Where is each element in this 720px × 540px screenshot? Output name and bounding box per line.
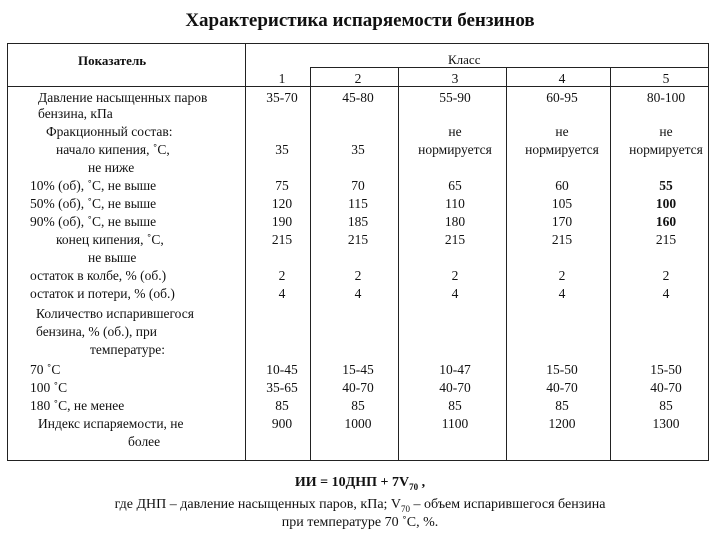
table-cell-class-2: 4: [354, 286, 362, 301]
table-cell-class-2: 2: [354, 268, 362, 283]
table-cell-class-2: 215: [347, 232, 369, 247]
table-cell-class-3: 2: [451, 268, 459, 283]
page-title: Характеристика испаряемости бензинов: [185, 10, 535, 31]
col-line-4: [506, 67, 507, 460]
table-cell-class-3: 40-70: [439, 380, 471, 395]
class-4-header: 4: [558, 71, 566, 86]
formula-note: [0, 497, 720, 514]
row-label: не ниже: [88, 160, 135, 175]
table-cell-class-5: не: [659, 124, 673, 139]
table-cell-class-5: 55: [659, 178, 673, 193]
table-cell-class-1: 75: [275, 178, 289, 193]
class-2-header: 2: [354, 71, 362, 86]
note-part-b: – объем испарившегося бензина: [410, 497, 606, 512]
table-cell-class-1: 85: [275, 398, 289, 413]
table-cell-class-2: 35: [351, 142, 365, 157]
indicator-header: Показатель: [78, 53, 147, 68]
row-label: 180 ˚С, не менее: [30, 398, 125, 413]
table-cell-class-5: 215: [655, 232, 677, 247]
col-line-3: [398, 67, 399, 460]
row-label: бензина, кПа: [38, 106, 113, 121]
table-cell-class-4: 170: [551, 214, 573, 229]
table-cell-class-1: 190: [271, 214, 293, 229]
row-label: более: [128, 434, 161, 449]
table-cell-class-1: 120: [271, 196, 293, 211]
table-cell-class-5: 15-50: [650, 362, 682, 377]
table-cell-class-5: 40-70: [650, 380, 682, 395]
table-cell-class-4: 4: [558, 286, 566, 301]
table-cell-class-3: 10-47: [439, 362, 471, 377]
formula-tail: ,: [418, 475, 426, 490]
table-cell-class-3: 110: [445, 196, 465, 211]
table-cell-class-5: 160: [655, 214, 677, 229]
table-cell-class-3: 55-90: [439, 90, 471, 105]
table-cell-class-5: 85: [659, 398, 673, 413]
table-cell-class-3: 85: [448, 398, 462, 413]
table-cell-class-2: 70: [351, 178, 365, 193]
row-label: Количество испарившегося: [36, 306, 194, 321]
row-label: Давление насыщенных паров: [38, 90, 208, 105]
table-cell-class-2: 115: [348, 196, 368, 211]
row-label: не выше: [88, 250, 137, 265]
table-cell-class-3: 4: [451, 286, 459, 301]
table-cell-class-2: 1000: [344, 416, 372, 431]
table-cell-class-4: нормируется: [525, 142, 599, 157]
row-label: Фракционный состав:: [46, 124, 173, 139]
table-cell-class-3: 215: [444, 232, 466, 247]
formula-sub: 70: [409, 481, 419, 492]
table-cell-class-4: 85: [555, 398, 569, 413]
row-label: бензина, % (об.), при: [36, 324, 157, 339]
row-label: температуре:: [90, 342, 166, 357]
row-label: остаток в колбе, % (об.): [30, 268, 167, 283]
table-cell-class-5: 4: [662, 286, 670, 301]
table-cell-class-1: 900: [271, 416, 293, 431]
class-header: Класс: [448, 52, 481, 67]
table-cell-class-4: 2: [558, 268, 566, 283]
row-label: 90% (об), ˚С, не выше: [30, 214, 157, 229]
table-cell-class-4: 60-95: [546, 90, 578, 105]
table-cell-class-2: 45-80: [342, 90, 374, 105]
row-label: остаток и потери, % (об.): [30, 286, 175, 301]
class-5-header: 5: [662, 71, 670, 86]
col-line-1: [245, 44, 246, 460]
table-cell-class-3: 180: [444, 214, 466, 229]
note-part-a: где ДНП – давление насыщенных паров, кПа; V: [114, 497, 402, 512]
table-cell-class-2: 185: [347, 214, 369, 229]
table-cell-class-4: 40-70: [546, 380, 578, 395]
row-label: 50% (об), ˚С, не выше: [30, 196, 157, 211]
row-label: 100 ˚С: [30, 380, 68, 395]
table-cell-class-4: 215: [551, 232, 573, 247]
formula-main: ИИ = 10ДНП + 7V: [294, 475, 410, 490]
table-cell-class-2: 85: [351, 398, 365, 413]
table-cell-class-1: 35-70: [266, 90, 298, 105]
table-cell-class-1: 35-65: [266, 380, 298, 395]
table-cell-class-3: 1100: [441, 416, 469, 431]
class-3-header: 3: [451, 71, 459, 86]
table-cell-class-5: 1300: [652, 416, 680, 431]
table-cell-class-3: не: [448, 124, 462, 139]
row-label: конец кипения, ˚С,: [56, 232, 164, 247]
table-cell-class-3: 65: [448, 178, 462, 193]
table-cell-class-2: 15-45: [342, 362, 374, 377]
table-cell-class-5: нормируется: [629, 142, 703, 157]
table-cell-class-1: 4: [278, 286, 286, 301]
table-cell-class-5: 80-100: [646, 90, 686, 105]
row-label: начало кипения, ˚С,: [56, 142, 170, 157]
table-cell-class-4: 15-50: [546, 362, 578, 377]
formula: [0, 475, 720, 492]
table-cell-class-2: 40-70: [342, 380, 374, 395]
note-sub: 70: [401, 503, 411, 514]
table-cell-class-1: 215: [271, 232, 293, 247]
header-divider: [310, 67, 708, 68]
table-cell-class-1: 10-45: [266, 362, 298, 377]
row-label: 10% (об), ˚С, не выше: [30, 178, 157, 193]
row-label: Индекс испаряемости, не: [38, 416, 184, 431]
table-cell-class-5: 2: [662, 268, 670, 283]
row-label: 70 ˚С: [30, 362, 61, 377]
table-cell-class-1: 35: [275, 142, 289, 157]
table-cell-class-1: 2: [278, 268, 286, 283]
table-cell-class-4: 1200: [548, 416, 576, 431]
table-cell-class-4: 105: [551, 196, 573, 211]
data-table: [7, 43, 709, 461]
table-cell-class-4: не: [555, 124, 569, 139]
formula-note-2: при температуре 70 ˚С, %.: [281, 515, 439, 530]
table-cell-class-5: 100: [655, 196, 677, 211]
table-cell-class-3: нормируется: [418, 142, 492, 157]
class-1-header: 1: [278, 71, 286, 86]
table-cell-class-4: 60: [555, 178, 569, 193]
